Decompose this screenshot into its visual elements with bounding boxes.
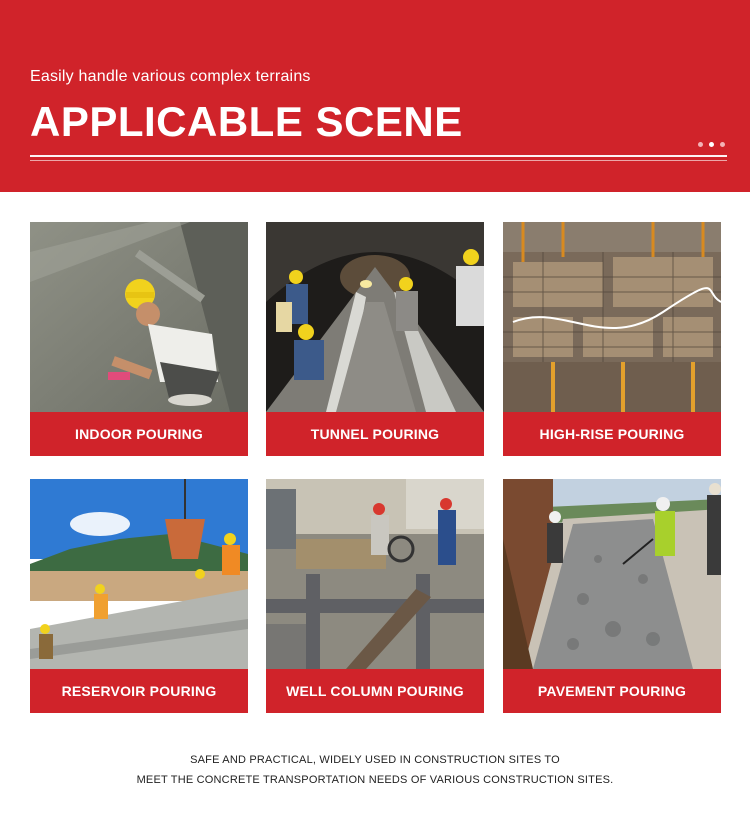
scene-card-reservoir (30, 479, 248, 713)
scene-photo-tunnel (266, 222, 484, 412)
scene-label-indoor: INDOOR POURING (30, 412, 248, 456)
scene-label-wellcolumn: WELL COLUMN POURING (266, 669, 484, 713)
scene-label-tunnel: TUNNEL POURING (266, 412, 484, 456)
scene-label-reservoir: RESERVOIR POURING (30, 669, 248, 713)
page-title: APPLICABLE SCENE (30, 98, 463, 145)
header-divider-thin (30, 160, 727, 161)
scene-photo-wellcolumn (266, 479, 484, 669)
header-banner (0, 0, 750, 192)
scene-photo-pavement (503, 479, 721, 669)
scene-photo-indoor (30, 222, 248, 412)
scene-photo-reservoir (30, 479, 248, 669)
scene-card-highrise (503, 222, 721, 456)
carousel-dot[interactable] (720, 142, 725, 147)
scene-label-highrise: HIGH-RISE POURING (503, 412, 721, 456)
header-subtitle: Easily handle various complex terrains (30, 68, 311, 85)
carousel-dots (698, 142, 725, 147)
scene-card-wellcolumn (266, 479, 484, 713)
scene-card-indoor (30, 222, 248, 456)
scene-label-pavement: PAVEMENT POURING (503, 669, 721, 713)
footer-line-2: MEET THE CONCRETE TRANSPORTATION NEEDS OF VARIOUS CONSTRUCTION SITES. (136, 774, 614, 786)
scene-card-tunnel (266, 222, 484, 456)
carousel-dot[interactable] (698, 142, 703, 147)
scene-photo-highrise (503, 222, 721, 412)
scene-card-pavement (503, 479, 721, 713)
header-divider (30, 155, 727, 157)
footer-line-1: SAFE AND PRACTICAL, WIDELY USED IN CONSTRUCTION SITES TO (190, 754, 560, 766)
footer-description (0, 750, 750, 790)
carousel-dot-active[interactable] (709, 142, 714, 147)
